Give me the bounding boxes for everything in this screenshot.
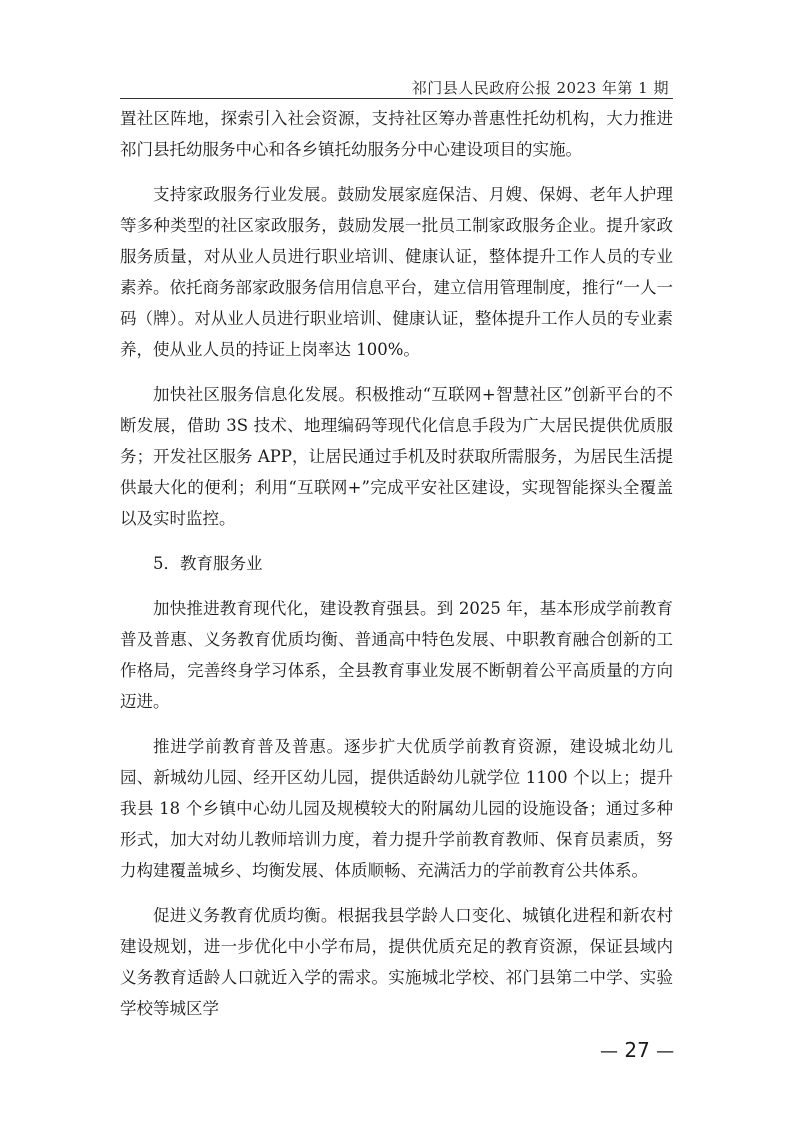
paragraph-preschool-education: 推进学前教育普及普惠。逐步扩大优质学前教育资源，建设城北幼儿园、新城幼儿园、经开区幼儿园，提供适龄幼儿就学位 1100 个以上；提升我县 18 个乡镇中心幼儿园及规模较大的附属幼儿园的设施设备；通过多种形式，加大对幼儿教师培训力度，着力提升学前教育教师、保育员素质，努力构建覆盖城乡、均衡发展、体质顺畅、充满活力的学前教育公共体系。 xyxy=(120,737,673,880)
paragraph-continuation: 置社区阵地，探索引入社会资源，支持社区筹办普惠性托幼机构，大力推进祁门县托幼服务中心和各乡镇托幼服务分中心建设项目的实施。 xyxy=(120,109,673,159)
header-divider xyxy=(120,98,673,99)
paragraph-education-modernization: 加快推进教育现代化，建设教育强县。到 2025 年，基本形成学前教育普及普惠、义务教育优质均衡、普通高中特色发展、中职教育融合创新的工作格局，完善终身学习体系，全县教育事业发展不断朝着公平高质量的方向迈进。 xyxy=(120,599,673,711)
page-number-dash-left: — xyxy=(600,1041,618,1062)
page-number-value: 27 xyxy=(624,1038,650,1062)
page-number xyxy=(600,1038,674,1062)
paragraph-community-informatization: 加快社区服务信息化发展。积极推动“互联网+智慧社区”创新平台的不断发展，借助 3S 技术、地理编码等现代化信息手段为广大居民提供优质服务；开发社区服务 APP，让居民通过手机及时获取所需服务，为居民生活提供最大化的便利；利用“互联网+”完成平安社区建设，实现智能探头全覆盖以及实时监控。 xyxy=(120,385,673,528)
publication-header: 祁门县人民政府公报 2023 年第 1 期 xyxy=(411,79,669,97)
page-number-dash-right: — xyxy=(656,1041,675,1062)
section-heading-education: 5．教育服务业 xyxy=(153,554,263,573)
paragraph-compulsory-education: 促进义务教育优质均衡。根据我县学龄人口变化、城镇化进程和新农村建设规划，进一步优化中小学布局，提供优质充足的教育资源，保证县域内义务教育适龄人口就近入学的需求。实施城北学校、祁门县第二中学、实验学校等城区学 xyxy=(120,906,673,1018)
paragraph-housekeeping-services: 支持家政服务行业发展。鼓励发展家庭保洁、月嫂、保姆、老年人护理等多种类型的社区家政服务，鼓励发展一批员工制家政服务企业。提升家政服务质量，对从业人员进行职业培训、健康认证，整体提升工作人员的专业素养。依托商务部家政服务信用信息平台，建立信用管理制度，推行“一人一码（牌）。对从业人员进行职业培训、健康认证，整体提升工作人员的专业素养，使从业人员的持证上岗率达 100%。 xyxy=(120,185,673,359)
document-body xyxy=(120,103,673,1038)
